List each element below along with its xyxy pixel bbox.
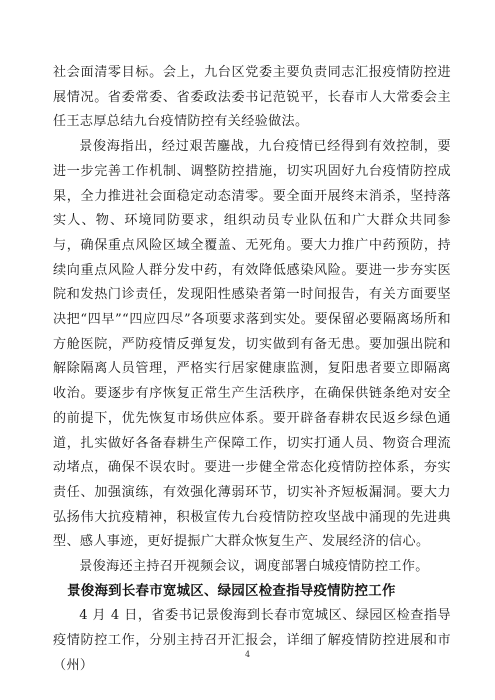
paragraph-4: 4 月 4 日，省委书记景俊海到长春市宽城区、绿园区检查指导疫情防控工作，分别主持召开汇报会，详细了解疫情防控进展和市（州） [53, 608, 451, 673]
paragraph-1: 社会面清零目标。会上，九台区党委主要负责同志汇报疫情防控进展情况。省委常委、省委政法委书记范锐平，长春市人大常委会主任王志厚总结九台疫情防控有关经验做法。 [53, 65, 451, 130]
page-number: 4 [244, 650, 251, 659]
section-heading: 景俊海到长春市宽城区、绿园区检查指导疫情防控工作 [67, 583, 396, 599]
paragraph-2: 景俊海指出，经过艰苦鏖战，九台疫情已经得到有效控制，要进一步完善工作机制、调整防控措施，切实巩固好九台疫情防控成果，全力推进社会面稳定动态清零。要全面开展终末消杀，坚持落实人、物、环境同防要求，组织动员专业队伍和广大群众共同参与，确保重点风险区域全覆盖、无死角。要大力推广中药预防，持续向重点风险人群分发中药，有效降低感染风险。要进一步夯实医院和发热门诊责任，发现阳性感染者第一时间报告，有关方面要坚决把“四早”“四应四尽”各项要求落到实处。要保留必要隔离场所和方舱医院，严防疫情反弹复发，切实做到有备无患。要加强出院和解除隔离人员管理，严格实行居家健康监测，复阳患者要立即隔离收治。要逐步有序恢复正常生产生活秩序，在确保供链条绝对安全的前提下，优先恢复市场供应体系。要开辟备春耕农民返乡绿色通道，扎实做好各备春耕生产保障工作，切实打通人员、物资合理流动堵点，确保不误农时。要进一步健全常态化疫情防控体系，夯实责任、加强演练，有效强化薄弱环节，切实补齐短板漏洞。要大力弘扬伟大抗疫精神，积极宣传九台疫情防控攻坚战中涌现的先进典型、感人事迹，更好提振广大群众恢复生产、发展经济的信心。 [53, 139, 451, 550]
document-body [53, 61, 451, 679]
paragraph-3: 景俊海还主持召开视频会议，调度部署白城疫情防控工作。 [79, 559, 429, 575]
